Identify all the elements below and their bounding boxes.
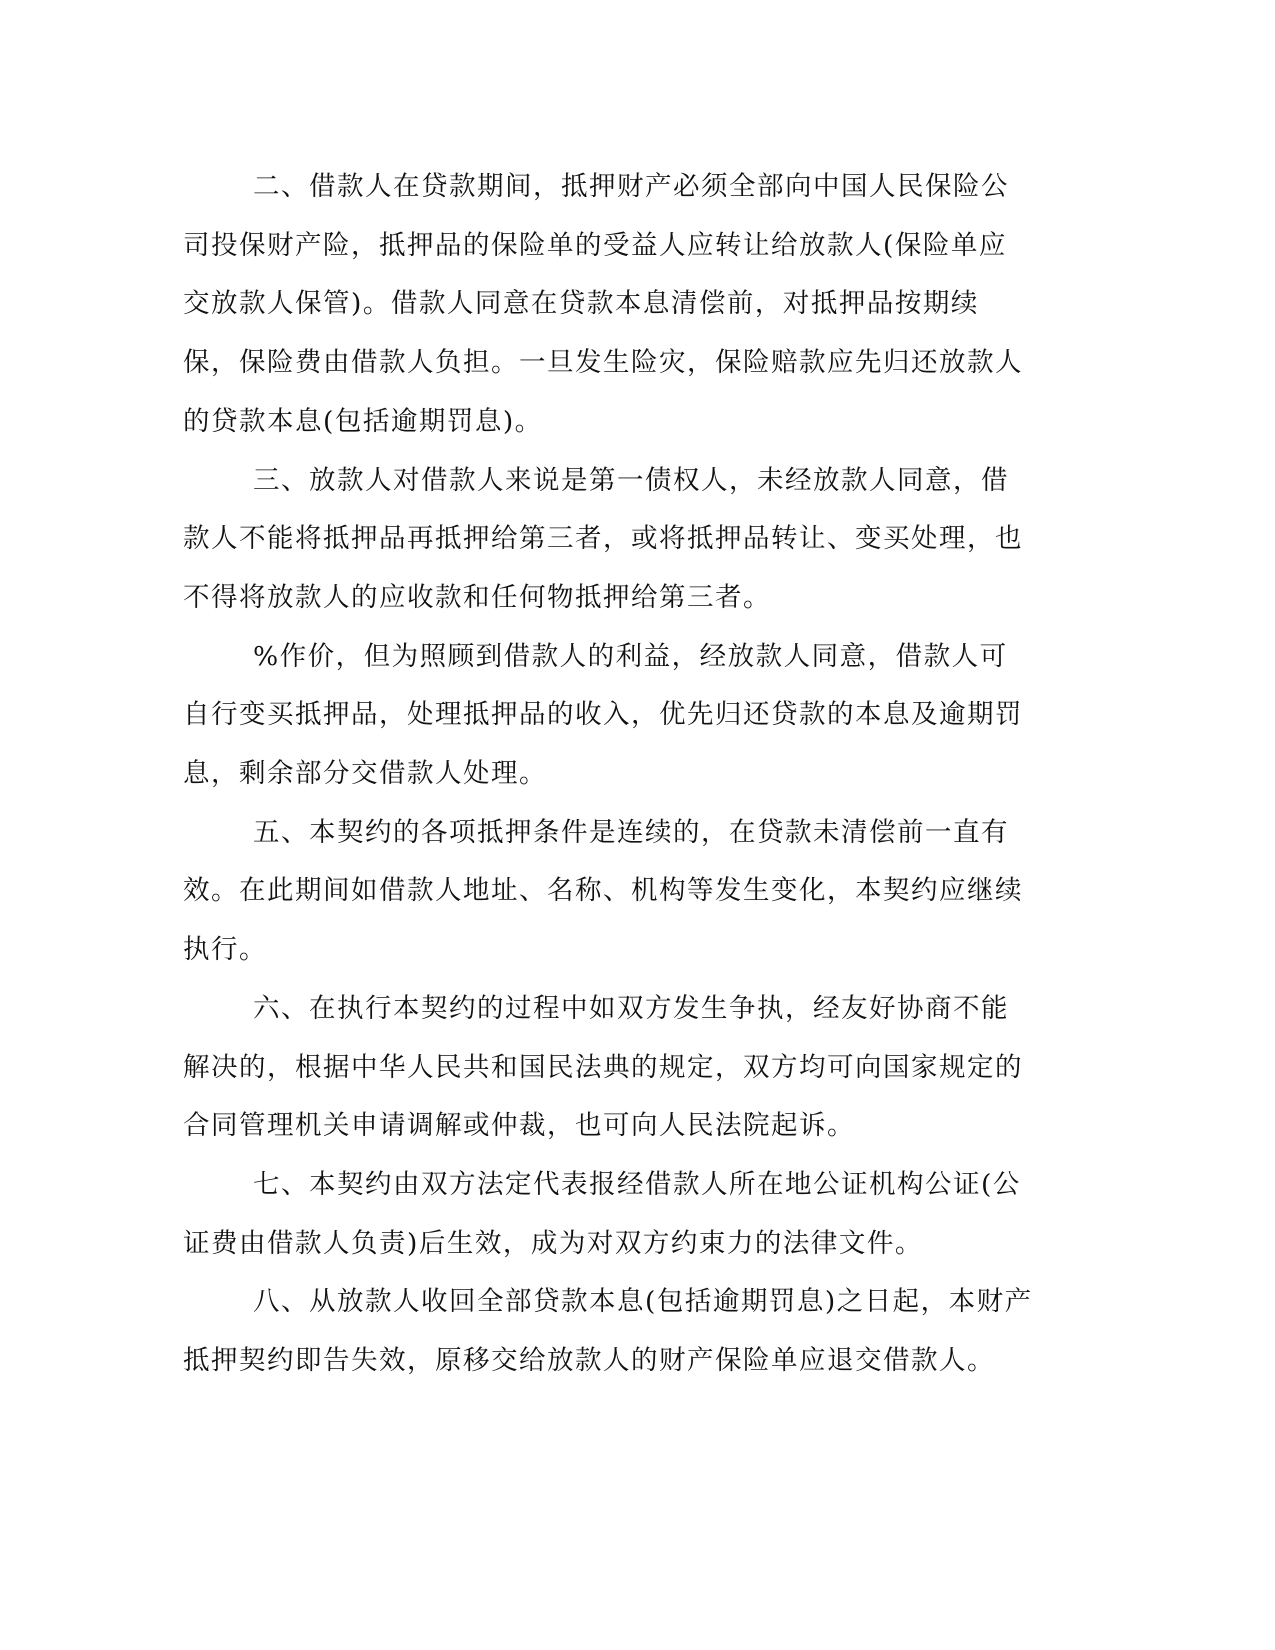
clause-4-paragraph: %作价，但为照顾到借款人的利益，经放款人同意，借款人可自行变买抵押品，处理抵押品的收入，优先归还贷款的本息及逾期罚息，剩余部分交借款人处理。 — [183, 640, 1023, 790]
clause-2-paragraph: 二、借款人在贷款期间，抵押财产必须全部向中国人民保险公司投保财产险，抵押品的保险单的受益人应转让给放款人(保险单应交放款人保管)。借款人同意在贷款本息清偿前，对抵押品按期续保，保险费由借款人负担。一旦发生险灾，保险赔款应先归还放款人的贷款本息(包括逾期罚息)。 — [183, 171, 1023, 437]
clause-8-paragraph: 八、从放款人收回全部贷款本息(包括逾期罚息)之日起，本财产抵押契约即告失效，原移交给放款人的财产保险单应退交借款人。 — [183, 1286, 1033, 1377]
clause-3-paragraph: 三、放款人对借款人来说是第一债权人，未经放款人同意，借款人不能将抵押品再抵押给第三者，或将抵押品转让、变买处理，也不得将放款人的应收款和任何物抵押给第三者。 — [183, 464, 1023, 613]
document-body — [183, 158, 1033, 1391]
clause-6-paragraph: 六、在执行本契约的过程中如双方发生争执，经友好协商不能解决的，根据中华人民共和国民法典的规定，双方均可向国家规定的合同管理机关申请调解或仲裁，也可向人民法院起诉。 — [183, 992, 1023, 1142]
clause-7-paragraph: 七、本契约由双方法定代表报经借款人所在地公证机构公证(公证费由借款人负责)后生效，成为对双方约束力的法律文件。 — [183, 1168, 1021, 1259]
clause-5-paragraph: 五、本契约的各项抵押条件是连续的，在贷款未清偿前一直有效。在此期间如借款人地址、名称、机构等发生变化，本契约应继续执行。 — [183, 816, 1023, 966]
